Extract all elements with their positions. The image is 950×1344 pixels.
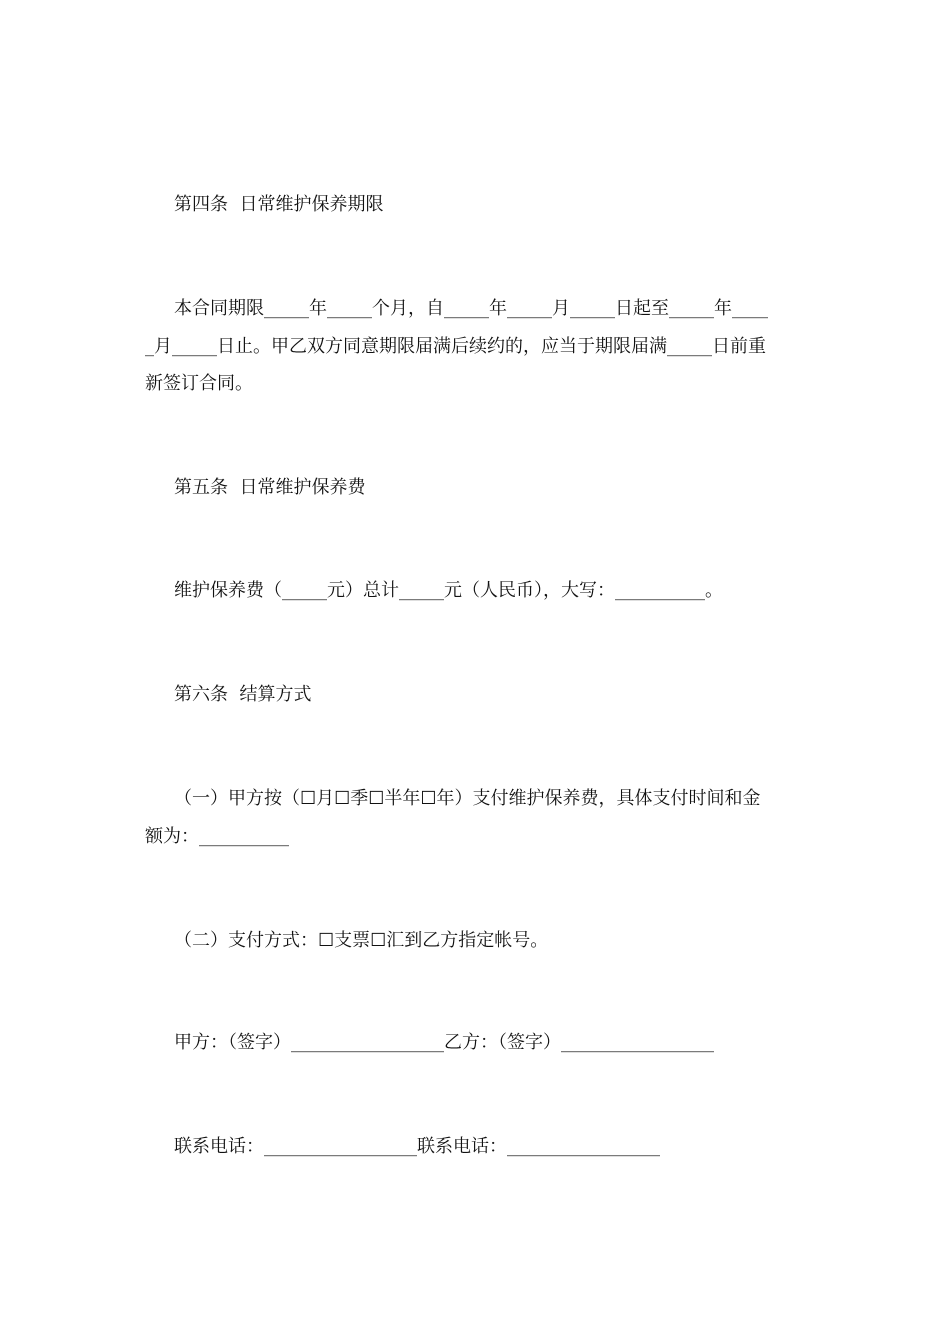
signature-phone-line: 联系电话：_________________联系电话：_________________ — [174, 1136, 660, 1157]
article6-heading: 第六条 结算方式 — [174, 684, 312, 705]
article4-body-line1: 本合同期限_____年_____个月，自_____年_____月_____日起至_____年____ — [174, 298, 768, 319]
signature-party-line: 甲方：（签字）_________________乙方：（签字）_________________ — [174, 1032, 714, 1053]
article4-body-line3: 新签订合同。 — [145, 373, 253, 394]
article4-heading: 第四条 日常维护保养期限 — [174, 194, 384, 215]
article5-heading: 第五条 日常维护保养费 — [174, 477, 366, 498]
article6-item1-line2: 额为：__________ — [145, 826, 289, 847]
article6-item2-line1: （二）支付方式：☐支票☐汇到乙方指定帐号。 — [174, 930, 549, 951]
article4-body-line2: _月_____日止。甲乙双方同意期限届满后续约的，应当于期限届满_____日前重 — [145, 336, 766, 357]
article6-item1-line1: （一）甲方按（☐月☐季☐半年☐年）支付维护保养费，具体支付时间和金 — [174, 788, 761, 809]
article5-body-line1: 维护保养费（_____元）总计_____元（人民币），大写：__________。 — [174, 580, 723, 601]
